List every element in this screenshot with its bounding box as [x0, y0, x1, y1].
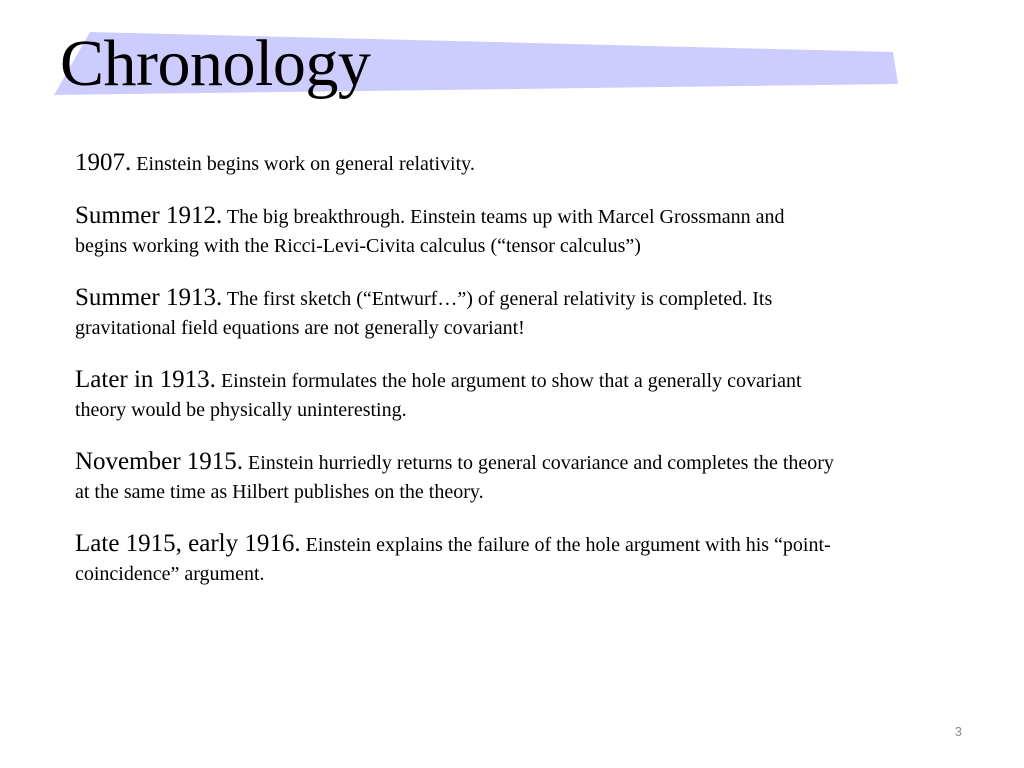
chronology-entry [75, 365, 835, 425]
entry-date: November 1915. [75, 448, 244, 475]
entry-date: Late 1915, early 1916. [75, 530, 301, 557]
entry-date: 1907. [75, 149, 132, 176]
slide-title: Chronology [60, 27, 371, 100]
entry-date: Summer 1912. [75, 202, 223, 229]
page-number: 3 [954, 724, 962, 739]
entry-text: Einstein formulates the hole argument to show that a generally covariant theory would be physically uninteresting. [75, 370, 802, 421]
entry-text: Einstein begins work on general relativity. [136, 153, 475, 175]
chronology-entry [75, 148, 835, 179]
entry-date: Later in 1913. [75, 366, 216, 393]
entry-text: The big breakthrough. Einstein teams up with Marcel Grossmann and begins working with the Ricci-Levi-Civita calculus (“tensor calculus”) [75, 206, 785, 257]
chronology-entry [75, 283, 835, 343]
chronology-entry [75, 447, 835, 507]
entry-text: Einstein hurriedly returns to general covariance and completes the theory at the same time as Hilbert publishes on the theory. [75, 452, 834, 503]
chronology-entry [75, 529, 835, 589]
chronology-list [75, 148, 835, 611]
entry-date: Summer 1913. [75, 284, 223, 311]
entry-text: Einstein explains the failure of the hole argument with his “point-coincidence” argument. [75, 534, 831, 585]
entry-text: The first sketch (“Entwurf…”) of general relativity is completed. Its gravitational field equations are not generally covariant! [75, 288, 773, 339]
chronology-entry [75, 201, 835, 261]
